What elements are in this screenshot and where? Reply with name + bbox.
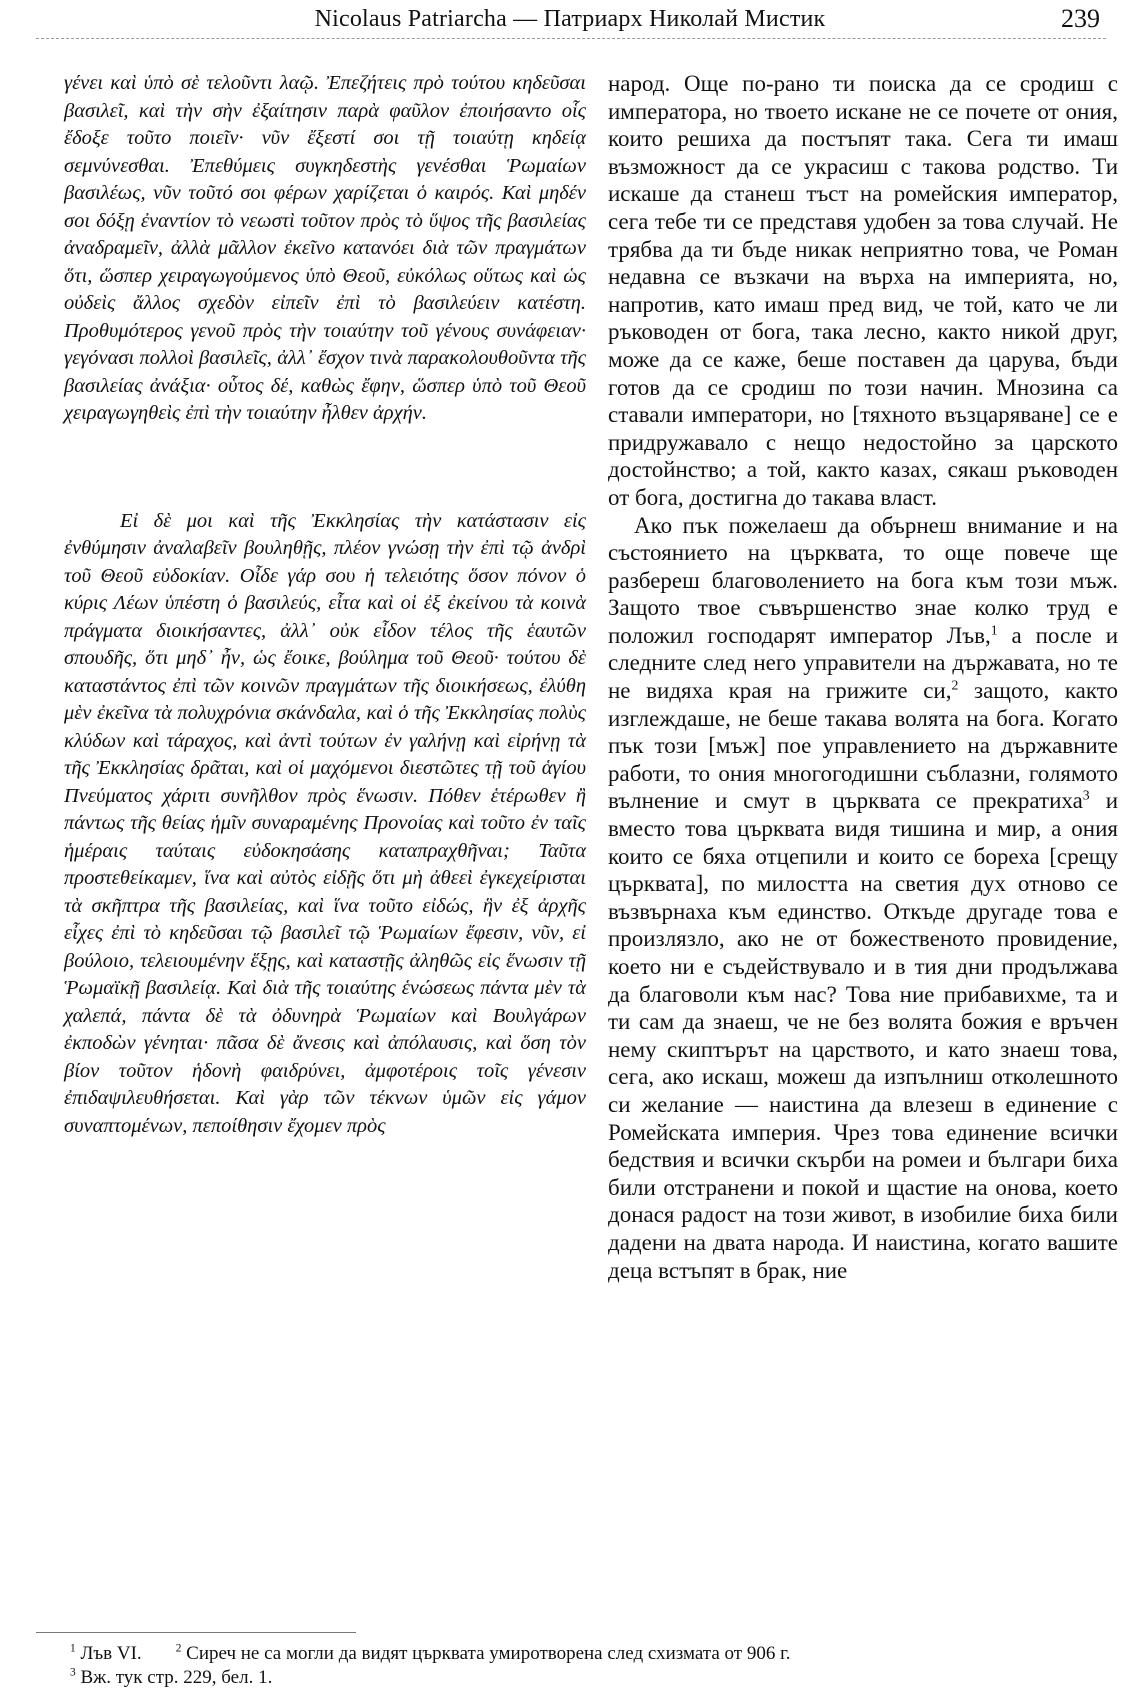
footnote-mark-1: 1 bbox=[70, 1642, 76, 1655]
paragraph-text: Ако пък пожелаеш да обърнеш внимание и на състоянието на църквата, то още повече ще разбереш благоволението на бога към този мъж. Защото твое съвършенство знае колко труд е положил господарят император Лъв, bbox=[608, 512, 1118, 648]
page-header bbox=[0, 0, 1140, 40]
greek-paragraph-2: Εἰ δὲ μοι καὶ τῆς Ἐκκλησίας τὴν κατάστασιν εἰς ἐνθύμησιν ἀναλαβεῖν βουληθῇς, πλέον γνώσῃ τὴν ἐπὶ τῷ ἀνδρὶ τοῦ Θεοῦ εὐδοκίαν. Οἶδε γάρ σου ἡ τελειότης ὅσον πόνον ὁ κύρις Λέων ὑπέστη ὁ βασιλεύς, εἶτα καὶ οἱ ἐξ ἐκείνου τὰ κοινὰ πράγματα διοικήσαντες, ἀλλ᾽ οὐκ εἶδον τέλος τῆς ἑαυτῶν σπουδῆς, ὅτι μηδ᾽ ἦν, ὡς ἔοικε, βούλημα τοῦ Θεοῦ· τούτου δὲ καταστάντος ἐπὶ τῶν κοινῶν πραγμάτων τῆς διοικήσεως, ἐλύθη μὲν ἐκεῖνα τὰ πολυχρόνια σκάνδαλα, καὶ ὁ τῆς Ἐκκλησίας πολὺς κλύδων καὶ τάραχος, καὶ ἀντὶ τούτων ἐν γαλήνῃ καὶ εἰρήνῃ τὰ τῆς Ἐκκλησίας δρᾶται, καὶ οἱ μαχόμενοι διεστῶτες τῇ τοῦ ἁγίου Πνεύματος χάριτι συνῆλθον πρὸς ἕνωσιν. Πόθεν ἑτέρωθεν ἢ πάντως τῆς θείας ἡμῖν συναραμένης Προνοίας καὶ τοῦτο ἐν ταῖς ἡμέραις ταύταις εὐδοκησάσης καταπραχθῆναι; Ταῦτα προστεθείκαμεν, ἵνα καὶ αὐτὸς εἰδῇς ὅτι μὴ ἀθεεὶ ἐγκεχείρισται τὰ σκῆπτρα τῆς βασιλείας, καὶ ἵνα τοῦτο εἰδώς, ἣν ἐξ ἀρχῆς εἶχες ἐπὶ τὸ κηδεῦσαι τῷ βασιλεῖ τῷ Ῥωμαίων ἔφεσιν, νῦν, εἰ βούλοιο, τελειουμένην ἕξῃς, καὶ καταστῇς ἀληθῶς εἰς ἕνωσιν τῇ Ῥωμαϊκῇ βασιλείᾳ. Καὶ διὰ τῆς τοιαύτης ἑνώσεως πάντα μὲν τὰ χαλεπά, πάντα δὲ τὰ ὀδυνηρὰ Ῥωμαίων καὶ Βουλγάρων ἐκποδὼν γένηται· πᾶσα δὲ ἄνεσις καὶ ἀπόλαυσις, καὶ ὅση τὸν βίον τοῦτον ἡδονὴ φαιδρύνει, ἀμφοτέροις τοῖς γένεσιν ἐπιδαψιλευθήσεται. Καὶ γὰρ τῶν τέκνων ὑμῶν εἰς γάμον συναπτομένων, πεποίθησιν ἔχομεν πρὸς bbox=[64, 509, 586, 1137]
footnote-ref-3: 3 bbox=[1082, 787, 1090, 803]
running-title: Nicolaus Patriarcha — Патриарх Николай Мистик bbox=[314, 6, 826, 32]
paragraph-text: защото, както изглеждаше, не беше такава волята на бога. Когато пък този [мъж] пое управлението на държавните работи, то ония многогодишни съблазни, голямото вълнение и смут в църквата се прекратиха bbox=[608, 678, 1118, 814]
footnote-separator bbox=[36, 1632, 356, 1633]
header-rule bbox=[36, 38, 1106, 39]
footnote-1: Лъв VI. bbox=[80, 1643, 142, 1664]
paragraph-text: а после и следните след него управители на държавата, но те не видяха края на грижите си, bbox=[608, 622, 1118, 704]
greek-paragraph-1: γένει καὶ ὑπὸ σὲ τελοῦντι λαῷ. Ἐπεζήτεις πρὸ τούτου κηδεῦσαι βασιλεῖ, καὶ τὴν σὴν ἐξαίτησιν παρὰ φαῦλον ἐποιήσαντο οἷς ἔδοξε τοῦτο ποιεῖν· νῦν ἔξεστί σοι τῇ τοιαύτῃ κηδείᾳ σεμνύνεσθαι. Ἐπεθύμεις συγκηδεστὴς γενέσθαι Ῥωμαίων βασιλέως, νῦν τοῦτό σοι φέρων χαρίζεται ὁ καιρός. Καὶ μηδέν σοι δόξῃ ἐναντίον τὸ νεωστὶ τοῦτον πρὸς τὸ ὕψος τῆς βασιλείας ἀναδραμεῖν, ἀλλὰ μᾶλλον ἐκεῖνο κατανόει διὰ τῶν πραγμάτων ὅτι, ὥσπερ χειραγωγούμενος ὑπὸ Θεοῦ, εὐκόλως οὕτως καὶ ὡς οὐδεὶς ἄλλος σχεδὸν εἰπεῖν ἐπὶ τὸ βασιλεύειν κατέστη. Προθυμότερος γενοῦ πρὸς τὴν τοιαύτην τοῦ γένους συνάφειαν· γεγόνασι πολλοὶ βασιλεῖς, ἀλλ᾽ ἔσχον τινὰ παρακολουθοῦντα τῆς βασιλείας ἀνάξια· οὗτος δέ, καθὼς ἔφην, ὥσπερ ὑπὸ τοῦ Θεοῦ χειραγωγηθεὶς ἐπὶ τὴν τοιαύτην ἦλθεν ἀρχήν. bbox=[64, 72, 586, 424]
footnotes bbox=[70, 1642, 1130, 1690]
bulgarian-paragraph-1: народ. Още по-рано ти поиска да се сродиш с императора, но твоето искане не се почете от ония, които решиха да постъпят така. Сега ти имаш възможност да се украсиш с такова родство. Ти искаше да станеш тъст на ромейския император, сега тебе ти се представя удобен за това случай. Не трябва да ти бъде никак неприятно това, че Роман недавна се възкачи на върха на империята, но, напротив, като имаш пред вид, че той, като че ли ръководен от бога, така лесно, както никой друг, може да се каже, беше поставен да царува, бъди готов да се сродиш по този начин. Мнозина са ставали императори, но [тяхното възцаряване] се е придружавало с нещо недостойно за царското достойнство; а той, както казах, сякаш ръководен от бога, достигна до такава власт. bbox=[608, 71, 1118, 510]
footnote-line-1 bbox=[70, 1642, 1130, 1666]
greek-text-column bbox=[64, 70, 586, 1630]
footnote-2: Сиреч не са могли да видят църквата умиротворена след схизмата от 906 г. bbox=[186, 1643, 791, 1664]
footnote-ref-2: 2 bbox=[951, 677, 959, 693]
bulgarian-paragraph-2 bbox=[608, 512, 1118, 1285]
paragraph-text: и вместо това църквата видя тишина и мир, а ония които се бяха отцепили и които се бореха [срещу църквата], по милостта на светия дух отново се възвърнаха към единство. Откъде другаде това е произлязло, ако не от божественото провидение, което ни е съдействувало и в тия дни продължава да благоволи към нас? Това ние прибавихме, та и ти сам да знаеш, че не без волята божия е връчен нему скиптърът на царството, и като знаеш това, сега, ако искаш, можеш да изпълниш отколешното си желание — наистина да влезеш в единение с Ромейската империя. Чрез това единение всички бедствия и всички скърби на ромеи и българи биха били отстранени и покой и щастие на онова, което донася радост на този живот, в изобилие биха били дадени на двата народа. И наистина, когато вашите деца встъпят в брак, ние bbox=[608, 788, 1119, 1283]
footnote-ref-1: 1 bbox=[990, 622, 998, 638]
footnote-3: Вж. тук стр. 229, бел. 1. bbox=[80, 1667, 273, 1688]
page-number: 239 bbox=[1061, 4, 1100, 33]
footnote-mark-2: 2 bbox=[175, 1642, 182, 1655]
bulgarian-text-column bbox=[608, 70, 1118, 1630]
footnote-mark-3: 3 bbox=[70, 1666, 76, 1679]
footnote-line-2 bbox=[70, 1666, 1130, 1690]
